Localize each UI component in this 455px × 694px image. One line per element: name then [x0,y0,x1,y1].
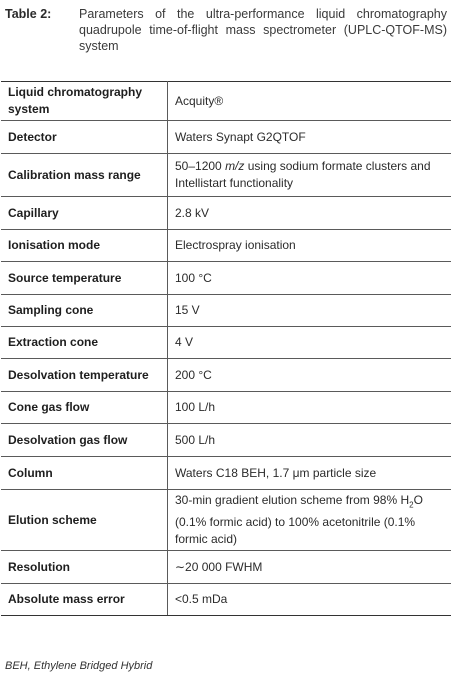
parameter-value: 50–1200 m/z using sodium formate clusters and Intellistart functionality [168,154,452,197]
parameter-value: Electrospray ionisation [168,230,452,262]
table-row [1,121,451,154]
table-row [1,457,451,490]
parameter-value: 100 °C [168,262,452,295]
parameter-name: Desolvation temperature [1,359,168,392]
table-caption-text: Parameters of the ultra-performance liquid chromatography quadrupole time-of-flight mass spectrometer (UPLC-QTOF-MS) system [79,7,447,53]
parameter-name: Column [1,457,168,490]
table-row [1,359,451,392]
parameter-name: Ionisation mode [1,230,168,262]
parameters-table [1,81,451,616]
parameter-name: Detector [1,121,168,154]
table-row [1,392,451,424]
parameter-value: Acquity® [168,82,452,121]
table-row [1,424,451,457]
parameter-name: Sampling cone [1,295,168,327]
parameter-name: Desolvation gas flow [1,424,168,457]
table-row [1,295,451,327]
parameter-name: Absolute mass error [1,584,168,616]
table-row [1,82,451,121]
table-footnote: BEH, Ethylene Bridged Hybrid [5,660,153,672]
parameter-value: 30-min gradient elution scheme from 98% $H_2O$ (0.1% formic acid) to 100% acetonitrile (0.1% formic acid) [168,490,452,551]
parameter-value: Waters C18 BEH, 1.7 μm particle size [168,457,452,490]
parameter-value: 2.8 kV [168,197,452,230]
table-row [1,490,451,551]
table-row [1,584,451,616]
parameter-name: Resolution [1,551,168,584]
parameter-name: Extraction cone [1,327,168,359]
table-row [1,327,451,359]
table-row [1,262,451,295]
table-label: Table 2: [5,7,52,21]
parameter-name: Capillary [1,197,168,230]
parameter-value: 200 °C [168,359,452,392]
parameter-name: Calibration mass range [1,154,168,197]
parameter-value: 4 V [168,327,452,359]
parameter-value: 500 L/h [168,424,452,457]
parameter-value: <0.5 mDa [168,584,452,616]
parameter-name: Liquid chromatography system [1,82,168,121]
table-row [1,230,451,262]
table-row [1,551,451,584]
parameter-name: Elution scheme [1,490,168,551]
parameter-value: 100 L/h [168,392,452,424]
parameter-name: Source temperature [1,262,168,295]
parameter-name: Cone gas flow [1,392,168,424]
parameter-value: Waters Synapt G2QTOF [168,121,452,154]
parameter-value: 15 V [168,295,452,327]
table-row [1,154,451,197]
table-row [1,197,451,230]
parameter-value: ∼20 000 FWHM [168,551,452,584]
